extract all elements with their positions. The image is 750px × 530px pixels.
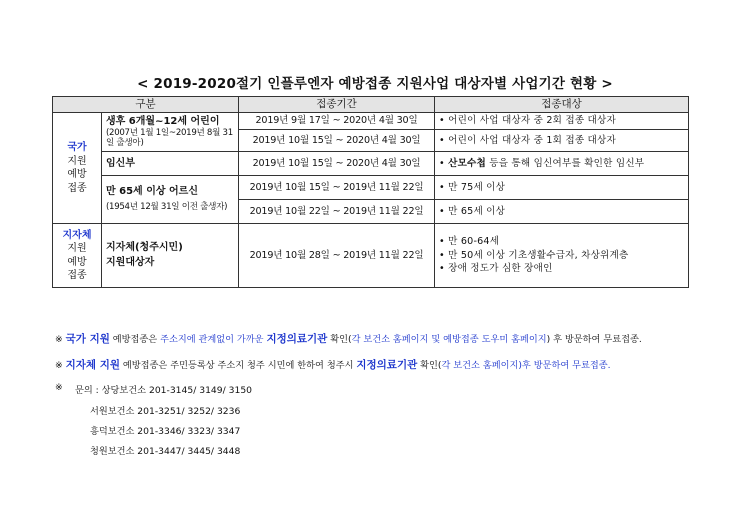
- inquiry-line-4: 청원보건소 201-3447/ 3445/ 3448: [90, 446, 241, 457]
- header-target: 접종대상: [435, 97, 689, 113]
- table-header-row: [53, 97, 689, 113]
- table-row: [53, 224, 689, 288]
- local-period: 2019년 10월 28일 ~ 2019년 11월 22일: [239, 224, 435, 288]
- pregnant-target: • 산모수첩 등을 통해 임신여부를 확인한 임신부: [435, 152, 689, 176]
- header-category: 구분: [53, 97, 239, 113]
- note-local: ※ 지자체 지원 예방접종은 주민등록상 주소지 청주 시민에 한하여 청주시 지정의료기관 확인(각 보건소 홈페이지)후 방문하여 무료접종.: [55, 359, 611, 371]
- local-desc: 지자체(청주시민) 지원대상자: [102, 224, 239, 288]
- child-desc: 생후 6개월~12세 어린이 (2007년 1월 1일~2019년 8월 31일 출생아): [102, 113, 239, 152]
- inquiry-mark: ※: [55, 382, 63, 393]
- inquiry-line-3: 흥덕보건소 201-3346/ 3323/ 3347: [90, 426, 241, 437]
- child-target-1: • 어린이 사업 대상자 중 2회 접종 대상자: [435, 113, 689, 130]
- local-targets: • 만 60-64세 • 만 50세 이상 기초생활수급자, 차상위계층 • 장애 정도가 심한 장애인: [435, 224, 689, 288]
- table-row: [53, 176, 689, 200]
- child-period-1: 2019년 9월 17일 ~ 2020년 4월 30일: [239, 113, 435, 130]
- senior-period-1: 2019년 10월 15일 ~ 2019년 11월 22일: [239, 176, 435, 200]
- table-row: [53, 152, 689, 176]
- senior-desc: 만 65세 이상 어르신 (1954년 12월 31일 이전 출생자): [102, 176, 239, 224]
- pregnant-desc: 임신부: [102, 152, 239, 176]
- child-target-2: • 어린이 사업 대상자 중 1회 접종 대상자: [435, 130, 689, 152]
- table-row: [53, 113, 689, 130]
- inquiry-line-2: 서원보건소 201-3251/ 3252/ 3236: [90, 406, 241, 417]
- schedule-table: [52, 96, 689, 288]
- inquiry-line-1: 문의 : 상당보건소 201-3145/ 3149/ 3150: [75, 385, 253, 396]
- page-title: < 2019-2020절기 인플루엔자 예방접종 지원사업 대상자별 사업기간 현황 >: [137, 76, 613, 92]
- child-period-2: 2019년 10월 15일 ~ 2020년 4월 30일: [239, 130, 435, 152]
- senior-target-2: • 만 65세 이상: [435, 200, 689, 224]
- senior-period-2: 2019년 10월 22일 ~ 2019년 11월 22일: [239, 200, 435, 224]
- senior-target-1: • 만 75세 이상: [435, 176, 689, 200]
- header-period: 접종기간: [239, 97, 435, 113]
- local-group-label: 지자체 지원 예방 접종: [53, 224, 102, 288]
- national-group-label: 국가 지원 예방 접종: [53, 113, 102, 224]
- pregnant-period: 2019년 10월 15일 ~ 2020년 4월 30일: [239, 152, 435, 176]
- note-national: ※ 국가 지원 예방접종은 주소지에 관계없이 가까운 지정의료기관 확인(각 보건소 홈페이지 및 예방접종 도우미 홈페이지) 후 방문하여 무료접종.: [55, 333, 642, 345]
